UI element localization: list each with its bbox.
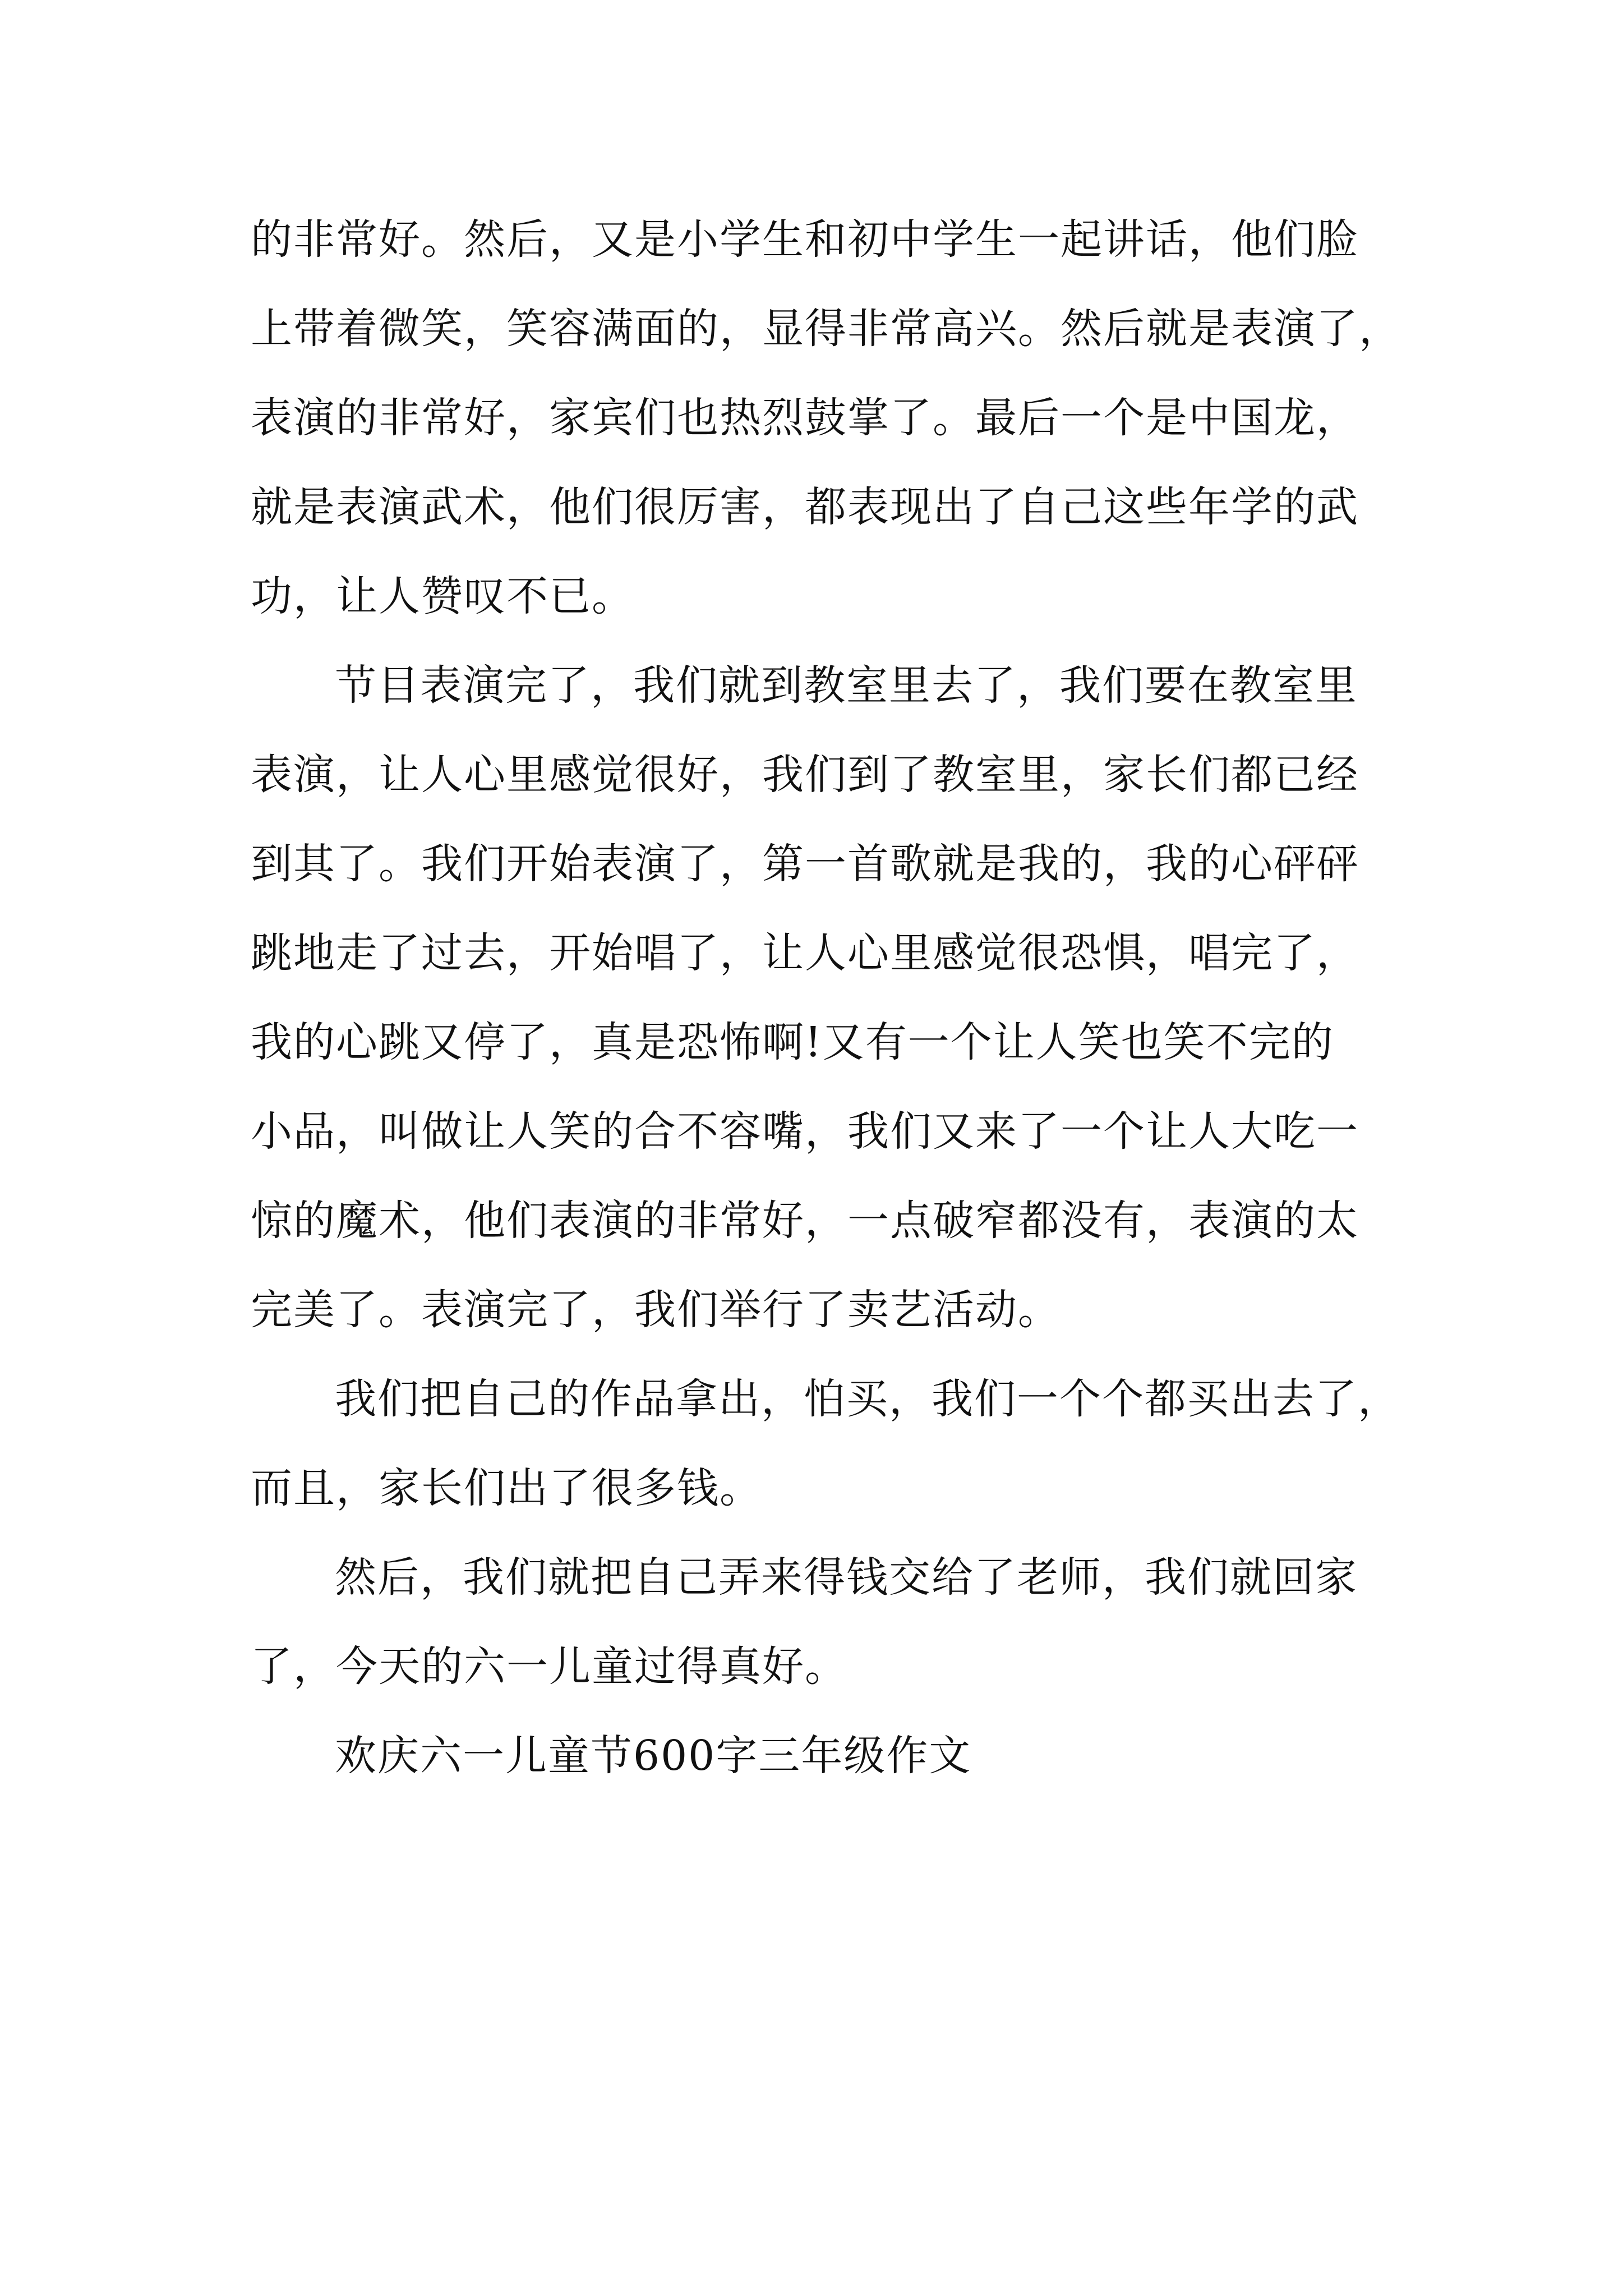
text-line: 惊的魔术，他们表演的非常好，一点破窄都没有，表演的太 bbox=[251, 1197, 1359, 1245]
text-line: 跳地走了过去，开始唱了，让人心里感觉很恐惧，唱完了， bbox=[251, 929, 1359, 977]
text-line: 完美了。表演完了，我们举行了卖艺活动。 bbox=[251, 1286, 1061, 1334]
text-line: 表演，让人心里感觉很好，我们到了教室里，家长们都已经 bbox=[251, 751, 1359, 799]
text-line: 了，今天的六一儿童过得真好。 bbox=[251, 1642, 847, 1691]
text-line: 小品，叫做让人笑的合不容嘴，我们又来了一个让人大吃一 bbox=[251, 1107, 1359, 1156]
text-line: 就是表演武术，他们很厉害，都表现出了自己这些年学的武 bbox=[251, 483, 1359, 531]
text-line: 我的心跳又停了，真是恐怖啊!又有一个让人笑也笑不完的 bbox=[251, 1018, 1334, 1066]
essay-title-line: 欢庆六一儿童节600字三年级作文 bbox=[335, 1732, 972, 1780]
text-line: 而且，家长们出了很多钱。 bbox=[251, 1464, 762, 1512]
paragraph-first-line: 然后，我们就把自己弄来得钱交给了老师，我们就回家 bbox=[335, 1553, 1358, 1602]
paragraph-first-line: 节目表演完了，我们就到教室里去了，我们要在教室里 bbox=[335, 661, 1358, 710]
text-line: 到其了。我们开始表演了，第一首歌就是我的，我的心砰砰 bbox=[251, 840, 1359, 888]
text-line: 上带着微笑，笑容满面的，显得非常高兴。然后就是表演了， bbox=[251, 305, 1401, 353]
text-line: 表演的非常好，家宾们也热烈鼓掌了。最后一个是中国龙， bbox=[251, 394, 1359, 442]
paragraph-first-line: 我们把自己的作品拿出，怕买，我们一个个都买出去了， bbox=[335, 1375, 1400, 1423]
text-line: 功，让人赞叹不已。 bbox=[251, 572, 634, 620]
document-body bbox=[251, 195, 1401, 1801]
text-line: 的非常好。然后，又是小学生和初中学生一起讲话，他们脸 bbox=[251, 215, 1359, 264]
